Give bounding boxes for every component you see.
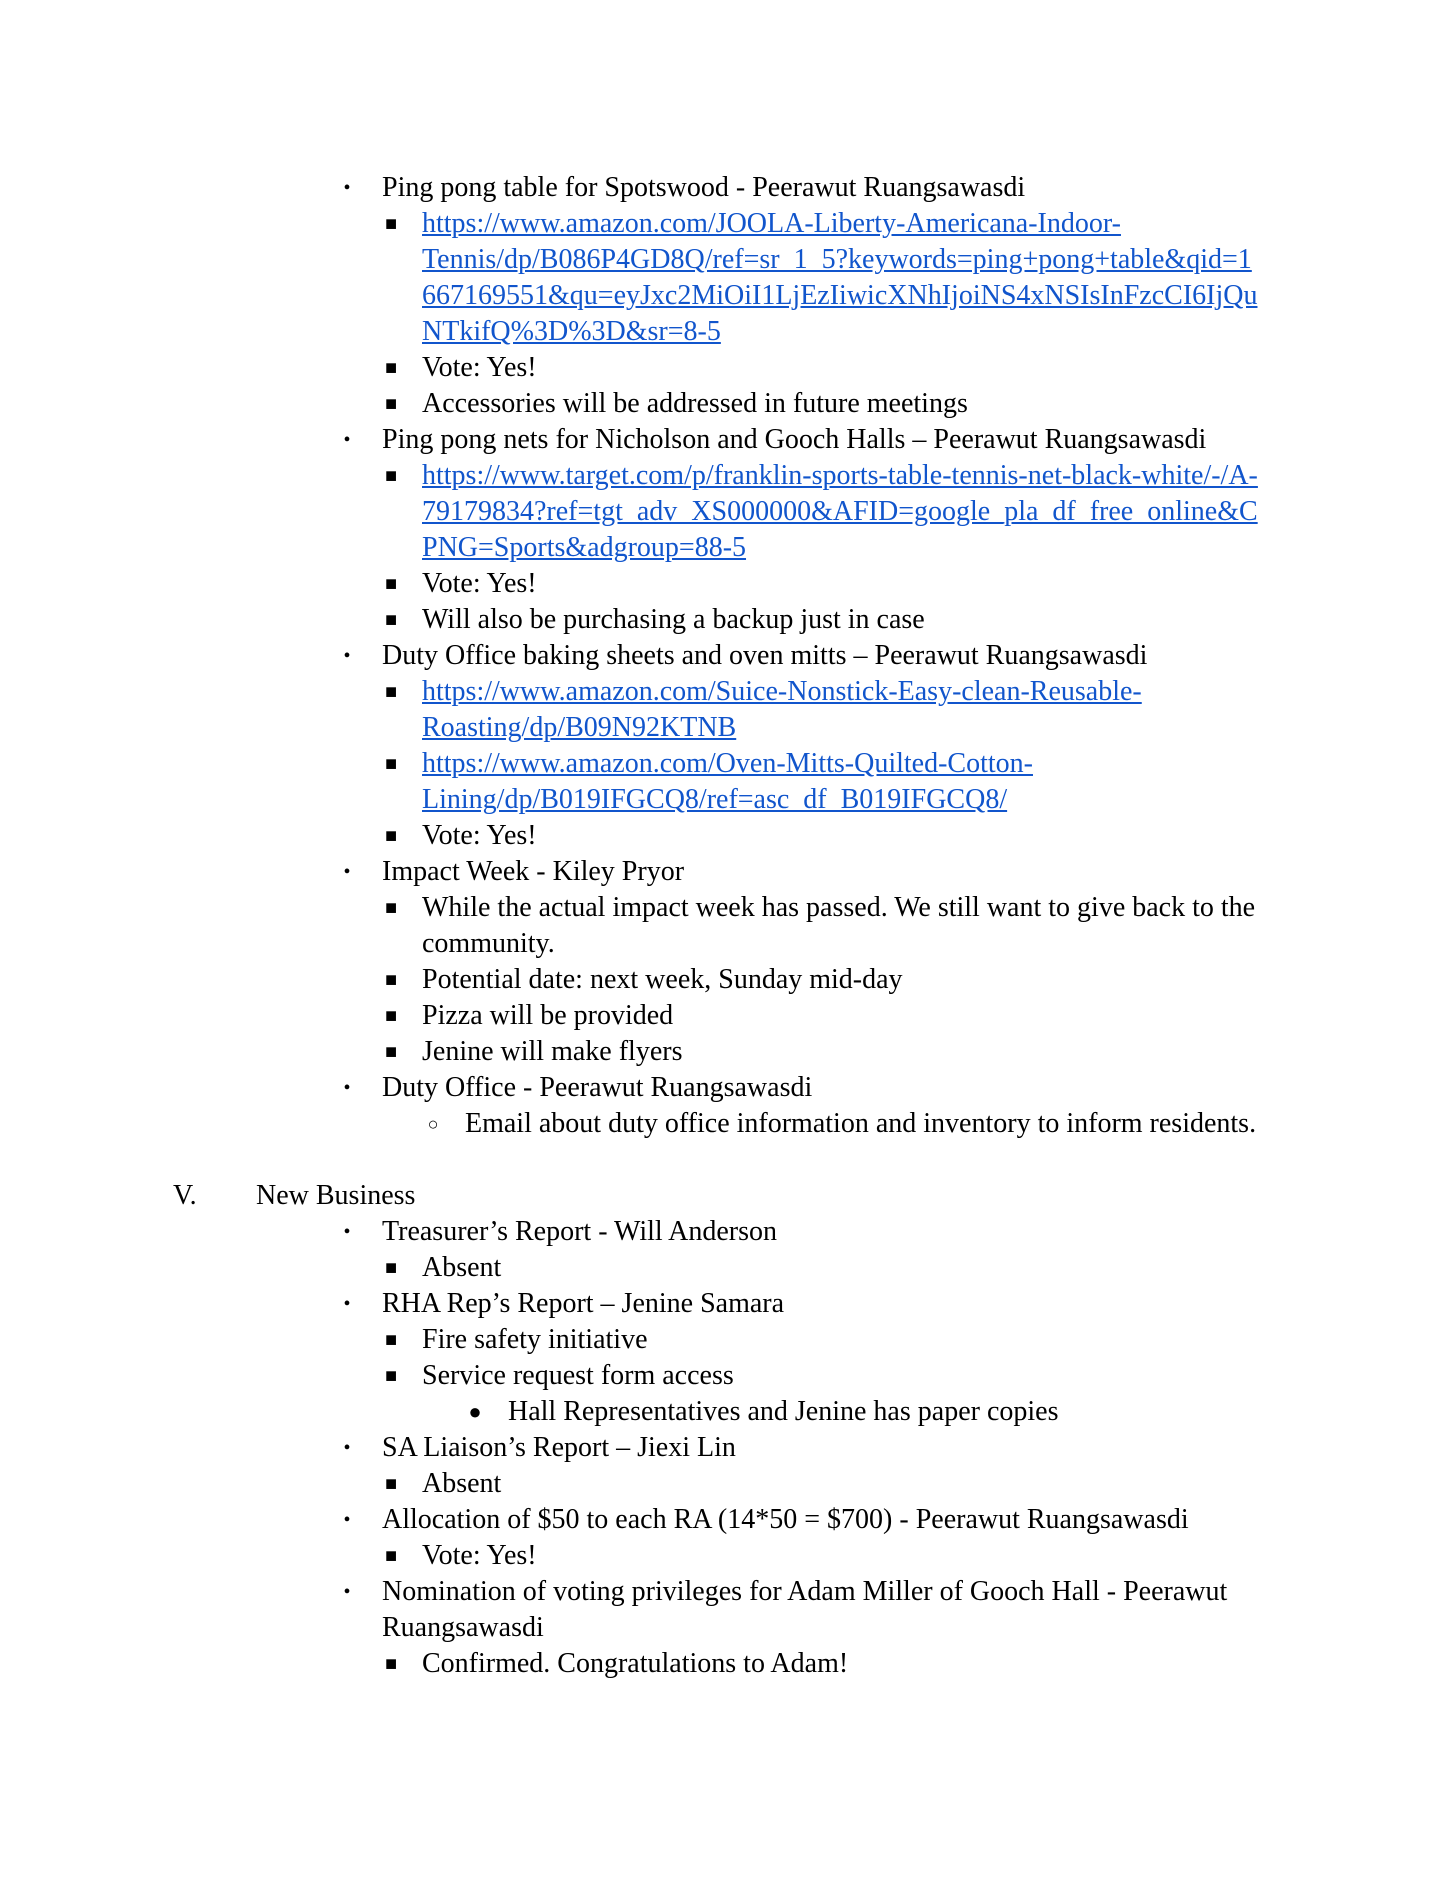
link-line[interactable]: https://www.amazon.com/Suice-Nonstick-Easy-clean-Reusable- bbox=[422, 676, 1142, 707]
item-title: Ping pong nets for Nicholson and Gooch Halls – Peerawut Ruangsawasdi bbox=[382, 424, 1207, 455]
link-line[interactable]: Roasting/dp/B09N92KTNB bbox=[422, 712, 737, 743]
bullet-icon: • bbox=[343, 177, 351, 199]
point-text: Jenine will make flyers bbox=[422, 1036, 683, 1067]
dot-bullet-icon: ● bbox=[468, 1399, 482, 1424]
bullet-icon: • bbox=[343, 429, 351, 451]
point-text: Potential date: next week, Sunday mid-day bbox=[422, 964, 903, 995]
vote-text: Vote: Yes! bbox=[422, 352, 537, 383]
note-text: Accessories will be addressed in future meetings bbox=[422, 388, 968, 419]
square-bullet-icon: ■ bbox=[384, 1473, 398, 1495]
point-text: Absent bbox=[422, 1252, 502, 1283]
point-text: Confirmed. Congratulations to Adam! bbox=[422, 1648, 849, 1679]
item-title: SA Liaison’s Report – Jiexi Lin bbox=[382, 1432, 736, 1463]
square-bullet-icon: ■ bbox=[384, 1365, 398, 1387]
bullet-icon: • bbox=[343, 1509, 351, 1531]
point-text: Fire safety initiative bbox=[422, 1324, 648, 1355]
section-numeral: V. bbox=[173, 1180, 197, 1211]
link-line[interactable]: 79179834?ref=tgt_adv_XS000000&AFID=google_pla_df_free_online&C bbox=[422, 496, 1258, 527]
square-bullet-icon: ■ bbox=[384, 1257, 398, 1279]
square-bullet-icon: ■ bbox=[384, 573, 398, 595]
square-bullet-icon: ■ bbox=[384, 357, 398, 379]
link-line[interactable]: PNG=Sports&adgroup=88-5 bbox=[422, 532, 747, 563]
item-title: Ruangsawasdi bbox=[382, 1612, 544, 1643]
item-title: Impact Week - Kiley Pryor bbox=[382, 856, 685, 887]
item-title: RHA Rep’s Report – Jenine Samara bbox=[382, 1288, 785, 1319]
item-title: Duty Office baking sheets and oven mitts – Peerawut Ruangsawasdi bbox=[382, 640, 1148, 671]
square-bullet-icon: ■ bbox=[384, 393, 398, 415]
bullet-icon: • bbox=[343, 1077, 351, 1099]
point-text: Absent bbox=[422, 1468, 502, 1499]
square-bullet-icon: ■ bbox=[384, 1545, 398, 1567]
section-title: New Business bbox=[256, 1180, 416, 1211]
item-title: Ping pong table for Spotswood - Peerawut Ruangsawasdi bbox=[382, 172, 1026, 203]
link-line[interactable]: https://www.target.com/p/franklin-sports-table-tennis-net-black-white/-/A- bbox=[422, 460, 1258, 491]
square-bullet-icon: ■ bbox=[384, 897, 398, 919]
square-bullet-icon: ■ bbox=[384, 969, 398, 991]
bullet-icon: • bbox=[343, 861, 351, 883]
item-title: Allocation of $50 to each RA (14*50 = $700) - Peerawut Ruangsawasdi bbox=[382, 1504, 1189, 1535]
item-title: Duty Office - Peerawut Ruangsawasdi bbox=[382, 1072, 813, 1103]
bullet-icon: • bbox=[343, 1293, 351, 1315]
note-text: Will also be purchasing a backup just in case bbox=[422, 604, 925, 635]
point-text: Pizza will be provided bbox=[422, 1000, 674, 1031]
square-bullet-icon: ■ bbox=[384, 1041, 398, 1063]
square-bullet-icon: ■ bbox=[384, 753, 398, 775]
item-title: Treasurer’s Report - Will Anderson bbox=[382, 1216, 777, 1247]
square-bullet-icon: ■ bbox=[384, 465, 398, 487]
sub-point-text: Email about duty office information and inventory to inform residents. bbox=[465, 1108, 1257, 1139]
point-text: While the actual impact week has passed. We still want to give back to the bbox=[422, 892, 1256, 923]
bullet-icon: • bbox=[343, 1581, 351, 1603]
square-bullet-icon: ■ bbox=[384, 1329, 398, 1351]
square-bullet-icon: ■ bbox=[384, 1005, 398, 1027]
vote-text: Vote: Yes! bbox=[422, 568, 537, 599]
point-text: Service request form access bbox=[422, 1360, 734, 1391]
square-bullet-icon: ■ bbox=[384, 1653, 398, 1675]
point-text: Vote: Yes! bbox=[422, 1540, 537, 1571]
bullet-icon: • bbox=[343, 1221, 351, 1243]
link-line[interactable]: https://www.amazon.com/Oven-Mitts-Quilted-Cotton- bbox=[422, 748, 1033, 779]
square-bullet-icon: ■ bbox=[384, 825, 398, 847]
sub-point-text: Hall Representatives and Jenine has paper copies bbox=[508, 1396, 1059, 1427]
circle-bullet-icon: ○ bbox=[427, 1114, 439, 1134]
point-text: community. bbox=[422, 928, 555, 959]
link-line[interactable]: NTkifQ%3D%3D&sr=8-5 bbox=[422, 316, 721, 347]
bullet-icon: • bbox=[343, 1437, 351, 1459]
link-line[interactable]: Lining/dp/B019IFGCQ8/ref=asc_df_B019IFGCQ8/ bbox=[422, 784, 1008, 815]
square-bullet-icon: ■ bbox=[384, 213, 398, 235]
bullet-icon: • bbox=[343, 645, 351, 667]
square-bullet-icon: ■ bbox=[384, 609, 398, 631]
link-line[interactable]: Tennis/dp/B086P4GD8Q/ref=sr_1_5?keywords=ping+pong+table&qid=1 bbox=[422, 244, 1252, 275]
item-title: Nomination of voting privileges for Adam Miller of Gooch Hall - Peerawut bbox=[382, 1576, 1228, 1607]
vote-text: Vote: Yes! bbox=[422, 820, 537, 851]
link-line[interactable]: https://www.amazon.com/JOOLA-Liberty-Americana-Indoor- bbox=[422, 208, 1121, 239]
link-line[interactable]: 667169551&qu=eyJxc2MiOiI1LjEzIiwicXNhIjoiNS4xNSIsInFzcCI6IjQu bbox=[422, 280, 1258, 311]
square-bullet-icon: ■ bbox=[384, 681, 398, 703]
